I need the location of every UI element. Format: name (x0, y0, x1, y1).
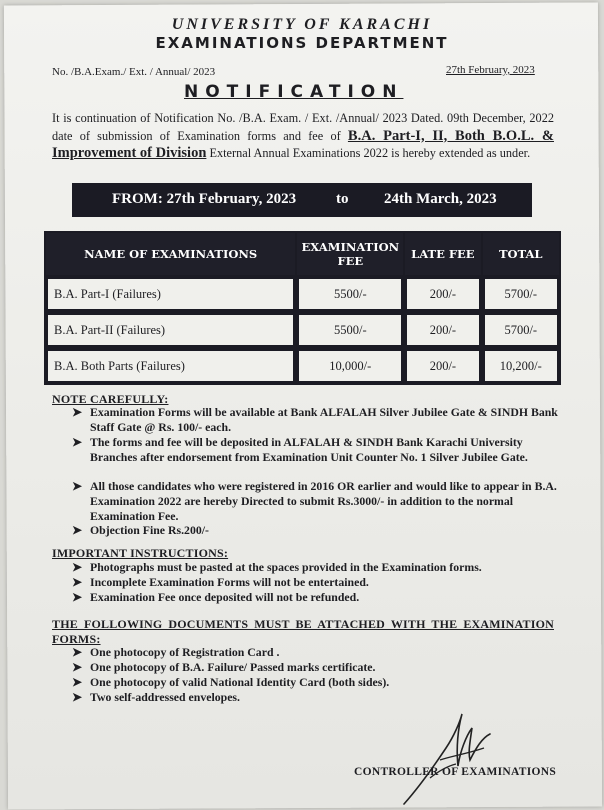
table-cell: 200/- (405, 313, 480, 347)
list-item: ➤ Photographs must be pasted at the spaces provided in the Examination forms. (72, 560, 482, 574)
note-heading: NOTE CAREFULLY: (52, 392, 169, 406)
banner-to-date: 24th March, 2023 (384, 191, 497, 207)
reference-number: No. /B.A.Exam./ Ext. / Annual/ 2023 (52, 66, 216, 78)
notice-title: NOTIFICATION (184, 82, 404, 102)
table-cell: B.A. Part-I (Failures) (46, 277, 295, 311)
table-cell: B.A. Both Parts (Failures) (46, 349, 295, 383)
list-item: ➤ Two self-addressed envelopes. (72, 690, 240, 704)
list-item: ➤ Objection Fine Rs.200/- (72, 523, 209, 537)
table-cell: 200/- (405, 349, 480, 383)
table-cell: B.A. Part-II (Failures) (46, 313, 295, 347)
table-cell: 5700/- (483, 313, 559, 347)
banner-to: to (336, 191, 349, 207)
table-cell: 5700/- (483, 277, 559, 311)
column-header: TOTAL (483, 233, 559, 275)
list-item: ➤ The forms and fee will be deposited in ALFALAH & SINDH Bank Karachi University Branches after endorsement from Examination Unit Counter No. 1 Silver Jubilee Gate. (72, 435, 528, 464)
arrow-bullet-icon: ➤ (72, 645, 82, 659)
date-range-banner (72, 183, 532, 217)
list-item: ➤ One photocopy of Registration Card . (72, 645, 280, 659)
column-header: LATE FEE (405, 233, 480, 275)
table-cell: 5500/- (297, 313, 403, 347)
column-header: NAME OF EXAMINATIONS (46, 233, 295, 275)
table-cell: 5500/- (297, 277, 403, 311)
banner-from: FROM: 27th February, 2023 (112, 191, 297, 207)
table-cell: 10,200/- (483, 349, 559, 383)
handwritten-signature (400, 708, 510, 808)
arrow-bullet-icon: ➤ (72, 560, 82, 574)
fee-table (44, 231, 561, 385)
list-item: ➤ Incomplete Examination Forms will not be entertained. (72, 575, 369, 589)
table-row (46, 313, 559, 347)
list-item: ➤ One photocopy of B.A. Failure/ Passed marks certificate. (72, 660, 376, 674)
arrow-bullet-icon: ➤ (72, 590, 82, 604)
instructions-heading: IMPORTANT INSTRUCTIONS: (52, 546, 229, 560)
arrow-bullet-icon: ➤ (72, 405, 82, 419)
arrow-bullet-icon: ➤ (72, 435, 82, 449)
intro-highlight: B.A. Part-I, II, Both B.O.L. & Improvement of Division (52, 127, 554, 161)
column-header: EXAMINATION FEE (297, 233, 403, 275)
list-item: ➤ One photocopy of valid National Identity Card (both sides). (72, 675, 390, 689)
intro-paragraph (52, 110, 554, 163)
list-item: ➤ Examination Fee once deposited will not be refunded. (72, 590, 360, 604)
table-cell: 200/- (405, 277, 480, 311)
department-name: EXAMINATIONS DEPARTMENT (155, 34, 449, 52)
list-item: ➤ Examination Forms will be available at Bank ALFALAH Silver Jubilee Gate & SINDH Bank Staff Gate @ Rs. 100/- each. (72, 405, 558, 434)
documents-heading: THE FOLLOWING DOCUMENTS MUST BE ATTACHED WITH THE EXAMINATION FORMS: (52, 617, 554, 646)
table-row (46, 349, 559, 383)
table-row (46, 277, 559, 311)
intro-text-1: It is continuation of Notification No. /B.A. Exam. / Ext. /Annual/ 2023 Dated. 09th December, 2022 date of submission of Examination forms and fee of (52, 111, 554, 143)
arrow-bullet-icon: ➤ (72, 479, 82, 493)
arrow-bullet-icon: ➤ (72, 575, 82, 589)
arrow-bullet-icon: ➤ (72, 690, 82, 704)
signatory-title: CONTROLLER OF EXAMINATIONS (354, 766, 557, 778)
arrow-bullet-icon: ➤ (72, 660, 82, 674)
university-name: UNIVERSITY OF KARACHI (171, 16, 433, 33)
table-cell: 10,000/- (297, 349, 403, 383)
fee-table-header (46, 233, 559, 275)
notice-date: 27th February, 2023 (446, 64, 535, 76)
arrow-bullet-icon: ➤ (72, 675, 82, 689)
list-item: ➤ All those candidates who were registered in 2016 OR earlier and would like to appear in B.A. Examination 2022 are hereby Directed to submit Rs.3000/- in addition to the normal Examination Fee. (72, 479, 557, 523)
intro-text-2: External Annual Examinations 2022 is hereby extended as under. (206, 146, 531, 160)
arrow-bullet-icon: ➤ (72, 523, 82, 537)
